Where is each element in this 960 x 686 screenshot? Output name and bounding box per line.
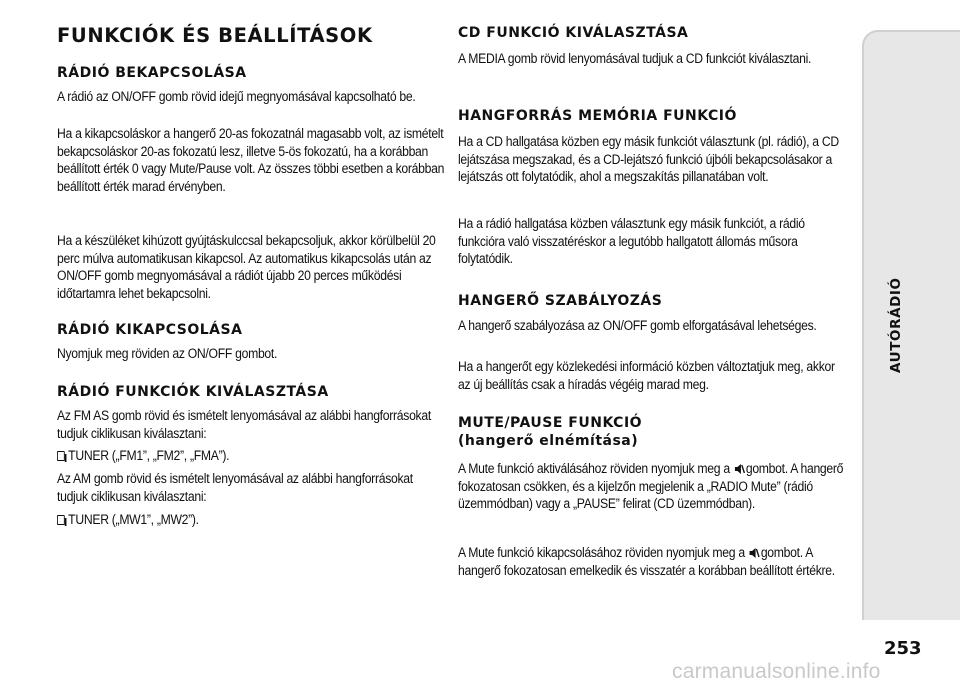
source-memory-paragraph-1: Ha a CD hallgatása közben egy másik funkciót választunk (pl. rádió), a CD lejátszása megszakad, és a CD-lejátszó funkció újbóli bekapcsolásakor a lejátszás ott folytatódik, ahol a megszakítás pillanatában volt.: [458, 134, 839, 185]
page-number: 253: [884, 638, 922, 659]
section-heading-radio-functions: RÁDIÓ FUNKCIÓK KIVÁLASZTÁSA: [57, 384, 329, 400]
radio-on-paragraph-2: Ha a kikapcsoláskor a hangerő 20-as fokozatnál magasabb volt, az ismételt bekapcsoláskor 20-as fokozatú lesz, illetve 5-ös fokozatú, ha a korábban beállított érték 0 vagy Mute/Pause volt. Az összes többi esetben a korábban beállított érték marad érvényben.: [57, 126, 445, 195]
mute-paragraph-1: [458, 461, 849, 514]
chapter-side-tab: [862, 30, 960, 620]
section-heading-radio-off: RÁDIÓ KIKAPCSOLÁSA: [57, 322, 243, 338]
section-heading-radio-on: RÁDIÓ BEKAPCSOLÁSA: [57, 65, 247, 81]
section-heading-mute-line-2: (hangerő elnémítása): [458, 433, 639, 449]
mute-text-before-icon: A Mute funkció kikapcsolásához röviden nyomjuk meg a: [458, 545, 745, 561]
volume-paragraph-1: A hangerő szabályozása az ON/OFF gomb elforgatásával lehetséges.: [458, 318, 817, 334]
mute-speaker-icon: [734, 463, 745, 475]
page-title: FUNKCIÓK ÉS BEÁLLÍTÁSOK: [57, 24, 373, 47]
mute-text-before-icon: A Mute funkció aktiválásához röviden nyomjuk meg a: [458, 461, 730, 477]
bullet-text: TUNER („FM1”, „FM2”, „FMA”).: [68, 448, 230, 464]
checkbox-bullet-icon: [57, 451, 65, 461]
section-heading-mute-line-1: MUTE/PAUSE FUNKCIÓ: [458, 415, 643, 431]
radio-on-paragraph-3: Ha a készüléket kihúzott gyújtáskulccsal bekapcsoljuk, akkor körülbelül 20 perc múlva automatikusan kikapcsol. Az automatikus kikapcsolás után az ON/OFF gomb megnyomásával a rádiót újabb 20 perces működési időtartamra lehet bekapcsolni.: [57, 233, 436, 302]
mute-speaker-icon: [749, 547, 760, 559]
radio-off-paragraph: Nyomjuk meg röviden az ON/OFF gombot.: [57, 346, 278, 362]
checkbox-bullet-icon: [57, 515, 65, 525]
chapter-label-text: AUTÓRÁDIÓ: [888, 277, 904, 373]
section-heading-volume: HANGERŐ SZABÁLYOZÁS: [458, 293, 663, 309]
mute-paragraph-2: [458, 545, 849, 580]
radio-functions-bullet-1: [57, 448, 447, 466]
mute-text-after-icon: gombot. A hangerő fokozatosan csökken, és a kijelzőn megjelenik a „RADIO Mute” (rádió üzemmódban) vagy a „PAUSE” felirat (CD üzemmódban).: [458, 461, 844, 512]
watermark: carmanualsonline.info: [672, 660, 881, 683]
cd-select-paragraph: A MEDIA gomb rövid lenyomásával tudjuk a CD funkciót kiválasztani.: [458, 51, 812, 67]
bullet-text: TUNER („MW1”, „MW2”).: [68, 512, 199, 528]
mute-text-after-icon: gombot. A hangerő fokozatosan emelkedik és visszatér a korábban beállított értékre.: [458, 545, 835, 579]
radio-functions-paragraph-2: Az AM gomb rövid és ismételt lenyomásával az alábbi hangforrásokat tudjuk ciklikusan kiválasztani:: [57, 471, 413, 505]
radio-functions-paragraph-1: Az FM AS gomb rövid és ismételt lenyomásával az alábbi hangforrásokat tudjuk ciklikusan kiválasztani:: [57, 408, 431, 442]
radio-on-paragraph-1: A rádió az ON/OFF gomb rövid idejű megnyomásával kapcsolható be.: [57, 89, 416, 105]
section-heading-source-memory: HANGFORRÁS MEMÓRIA FUNKCIÓ: [458, 108, 737, 124]
source-memory-paragraph-2: Ha a rádió hallgatása közben választunk egy másik funkciót, a rádió funkcióra való visszatéréskor a legutóbb hallgatott állomás műsora folytatódik.: [458, 216, 805, 267]
section-heading-cd-select: CD FUNKCIÓ KIVÁLASZTÁSA: [458, 25, 689, 41]
radio-functions-bullet-2: [57, 512, 447, 530]
volume-paragraph-2: Ha a hangerőt egy közlekedési információ közben változtatjuk meg, akkor az új beállítás csak a híradás végéig marad meg.: [458, 359, 835, 393]
